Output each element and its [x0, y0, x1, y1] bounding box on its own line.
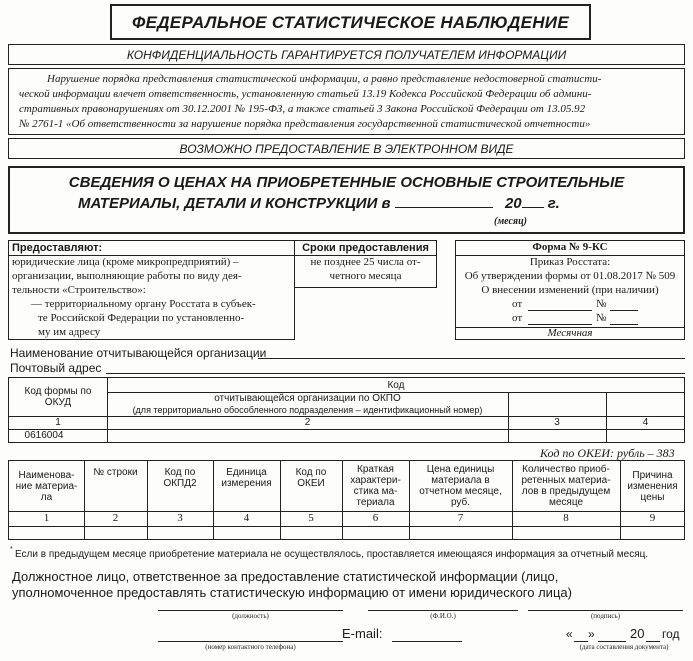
deadline-line: четного месяца [329, 270, 402, 282]
org-address-label: Почтовый адрес [10, 361, 102, 375]
sign-hint: (подпись) [590, 612, 621, 620]
okpo-header: отчитывающейся организации по ОКПО [214, 393, 401, 404]
main-col-num: 2 [112, 512, 119, 524]
confidentiality-text: КОНФИДЕНЦИАЛЬНОСТЬ ГАРАНТИРУЕТСЯ ПОЛУЧАТЕЛЕМ ИНФОРМАЦИИ [126, 48, 567, 62]
signature-line2: уполномоченное предоставлять статистическую информацию от имени юридического лица) [12, 585, 572, 600]
report-title-box [8, 166, 685, 234]
main-table [8, 460, 685, 540]
submitters-line: юридические лица (кроме микропредприятий) – [12, 256, 239, 268]
main-col-num: 5 [308, 512, 314, 524]
col-header-quantity: Количество приоб-ретенных материа-лов в предыдущем месяце [521, 464, 611, 508]
form-approval: Об утверждении формы от 01.08.2017 № 509 [464, 270, 676, 282]
col-header-description: Краткая характери-стика ма-териала [350, 464, 401, 508]
submitters-box [8, 240, 295, 340]
col-header-row-number: № строки [93, 466, 138, 478]
year-prefix: 20 [504, 195, 522, 212]
col-header-okpd2: Код по ОКПД2 [163, 467, 197, 489]
date-year-prefix: 20 [630, 626, 645, 641]
submitters-line: му им адресу [38, 326, 101, 338]
footnote: Если в предыдущем месяце приобретение материала не осуществлялось, проставляется имеющаяся информация за отчетный месяц. [15, 549, 649, 560]
submitters-line: те Российской Федерации по установленно- [38, 312, 245, 324]
col-header-okei: Код по ОКЕИ [295, 467, 327, 489]
codes-col-num: 2 [304, 417, 311, 428]
form-order: Приказ Росстата: [529, 256, 611, 268]
form-number-field-2[interactable] [610, 324, 638, 325]
codes-col-num: 3 [554, 417, 560, 428]
okpo-value-cell[interactable] [108, 430, 507, 442]
phone-hint: (номер контактного телефона) [205, 643, 296, 651]
report-title-prefix: МАТЕРИАЛЫ, ДЕТАЛИ И КОНСТРУКЦИИ в [78, 195, 391, 212]
codes-col-num: 1 [55, 417, 61, 428]
form-date-field-1[interactable] [528, 310, 592, 311]
year-suffix: г. [547, 195, 560, 212]
form-info-box [455, 240, 685, 340]
form-changes: О внесении изменений (при наличии) [481, 284, 659, 296]
header-title-box [110, 4, 591, 40]
okud-header: Код формы по ОКУД [24, 386, 92, 408]
submitters-heading: Предоставляют: [12, 242, 103, 254]
main-col-num: 9 [649, 512, 656, 524]
col-header-material: Наименова-ние материа-ла [15, 469, 78, 503]
codes-table [8, 377, 685, 443]
okpo-subheader: (для территориально обособленного подразделения – идентификационный номер) [132, 404, 483, 415]
form-number-field-1[interactable] [610, 310, 638, 311]
main-col-num: 3 [177, 512, 183, 524]
form-date-field-2[interactable] [528, 324, 592, 325]
date-month-field[interactable] [598, 641, 626, 642]
report-title-line1: СВЕДЕНИЯ О ЦЕНАХ НА ПРИОБРЕТЕННЫЕ ОСНОВНЫЕ СТРОИТЕЛЬНЫЕ [68, 174, 625, 191]
warning-box [8, 68, 685, 135]
deadline-box [294, 240, 437, 288]
okei-label: Код по ОКЕИ: рубль – 383 [540, 446, 675, 460]
org-name-label: Наименование отчитывающейся организации [10, 346, 267, 360]
signature-line1: Должностное лицо, ответственное за предоставление статистической информации (лицо, [12, 569, 559, 584]
fio-field[interactable] [368, 610, 518, 611]
main-col-num: 8 [563, 512, 569, 524]
email-label: E-mail: [342, 626, 383, 641]
codes-col-num: 4 [642, 417, 649, 428]
date-hint: (дата составления документа) [579, 643, 669, 651]
report-title-line2 [78, 195, 560, 212]
phone-field[interactable] [158, 641, 343, 642]
month-hint: (месяц) [494, 216, 527, 227]
date-day-field[interactable] [574, 641, 588, 642]
year-field[interactable] [522, 196, 544, 208]
warning-line: стративных правонарушениях от 30.12.2001 № 195-ФЗ, а также статьей 3 Закона Российской Федерации от 13.05.92 [19, 103, 586, 115]
main-col-num: 4 [243, 512, 250, 524]
warning-line: № 2761-1 «Об ответственности за нарушение порядка представления государственной статистической отчетности» [19, 118, 591, 130]
codes-col3-cell[interactable] [509, 430, 605, 442]
code-header: Код [387, 379, 405, 391]
main-col-num: 6 [372, 512, 379, 524]
sign-field[interactable] [528, 610, 683, 611]
electronic-box [8, 138, 685, 159]
position-hint: (должность) [232, 612, 269, 620]
position-field[interactable] [158, 610, 343, 611]
date-year-suffix: год [662, 627, 680, 641]
form-from-2: от [512, 312, 523, 324]
submitters-line: — территориальному органу Росстата в субъек- [31, 298, 256, 310]
confidentiality-box [8, 44, 685, 65]
fio-hint: (Ф.И.О.) [430, 612, 456, 620]
date-year-field[interactable] [646, 641, 660, 642]
submitters-line: организации, выполняющие работы по виду дея- [12, 270, 242, 282]
okud-value: 0616004 [24, 430, 64, 441]
email-field[interactable] [392, 641, 462, 642]
col-header-unit: Единица измерения [221, 467, 272, 489]
org-address-field[interactable] [106, 373, 685, 374]
deadline-line: не позднее 25 числа от- [310, 256, 421, 268]
org-name-field[interactable] [258, 358, 685, 359]
codes-col4-cell[interactable] [607, 430, 684, 442]
warning-line: ческой информации влечет ответственность, установленную статьей 13.19 Кодекса Российской Федерации об админи- [19, 88, 592, 100]
table-row[interactable] [9, 527, 685, 540]
form-num-2: № [596, 312, 607, 324]
submitters-line: тельности «Строительство»: [12, 284, 146, 296]
form-from-1: от [512, 298, 523, 310]
deadline-heading: Сроки предоставления [302, 242, 429, 254]
date-quote-open: « [566, 627, 573, 641]
header-title: ФЕДЕРАЛЬНОЕ СТАТИСТИЧЕСКОЕ НАБЛЮДЕНИЕ [132, 13, 569, 32]
form-num-1: № [596, 298, 607, 310]
col-header-price: Цена единицы материала в отчетном месяце, руб. [419, 464, 502, 508]
form-periodicity: Месячная [547, 327, 593, 339]
main-col-num: 7 [457, 512, 464, 524]
month-field[interactable] [395, 196, 493, 208]
warning-line: Нарушение порядка представления статистической информации, а равно представление недостоверной статисти- [47, 73, 602, 85]
col-header-reason: Причина изменения цены [627, 469, 678, 503]
form-number: Форма № 9-КС [532, 241, 608, 253]
electronic-text: ВОЗМОЖНО ПРЕДОСТАВЛЕНИЕ В ЭЛЕКТРОННОМ ВИДЕ [179, 142, 514, 156]
footnote-marker: * [10, 546, 13, 553]
main-col-num: 1 [43, 512, 50, 524]
date-quote-close: » [588, 627, 595, 641]
